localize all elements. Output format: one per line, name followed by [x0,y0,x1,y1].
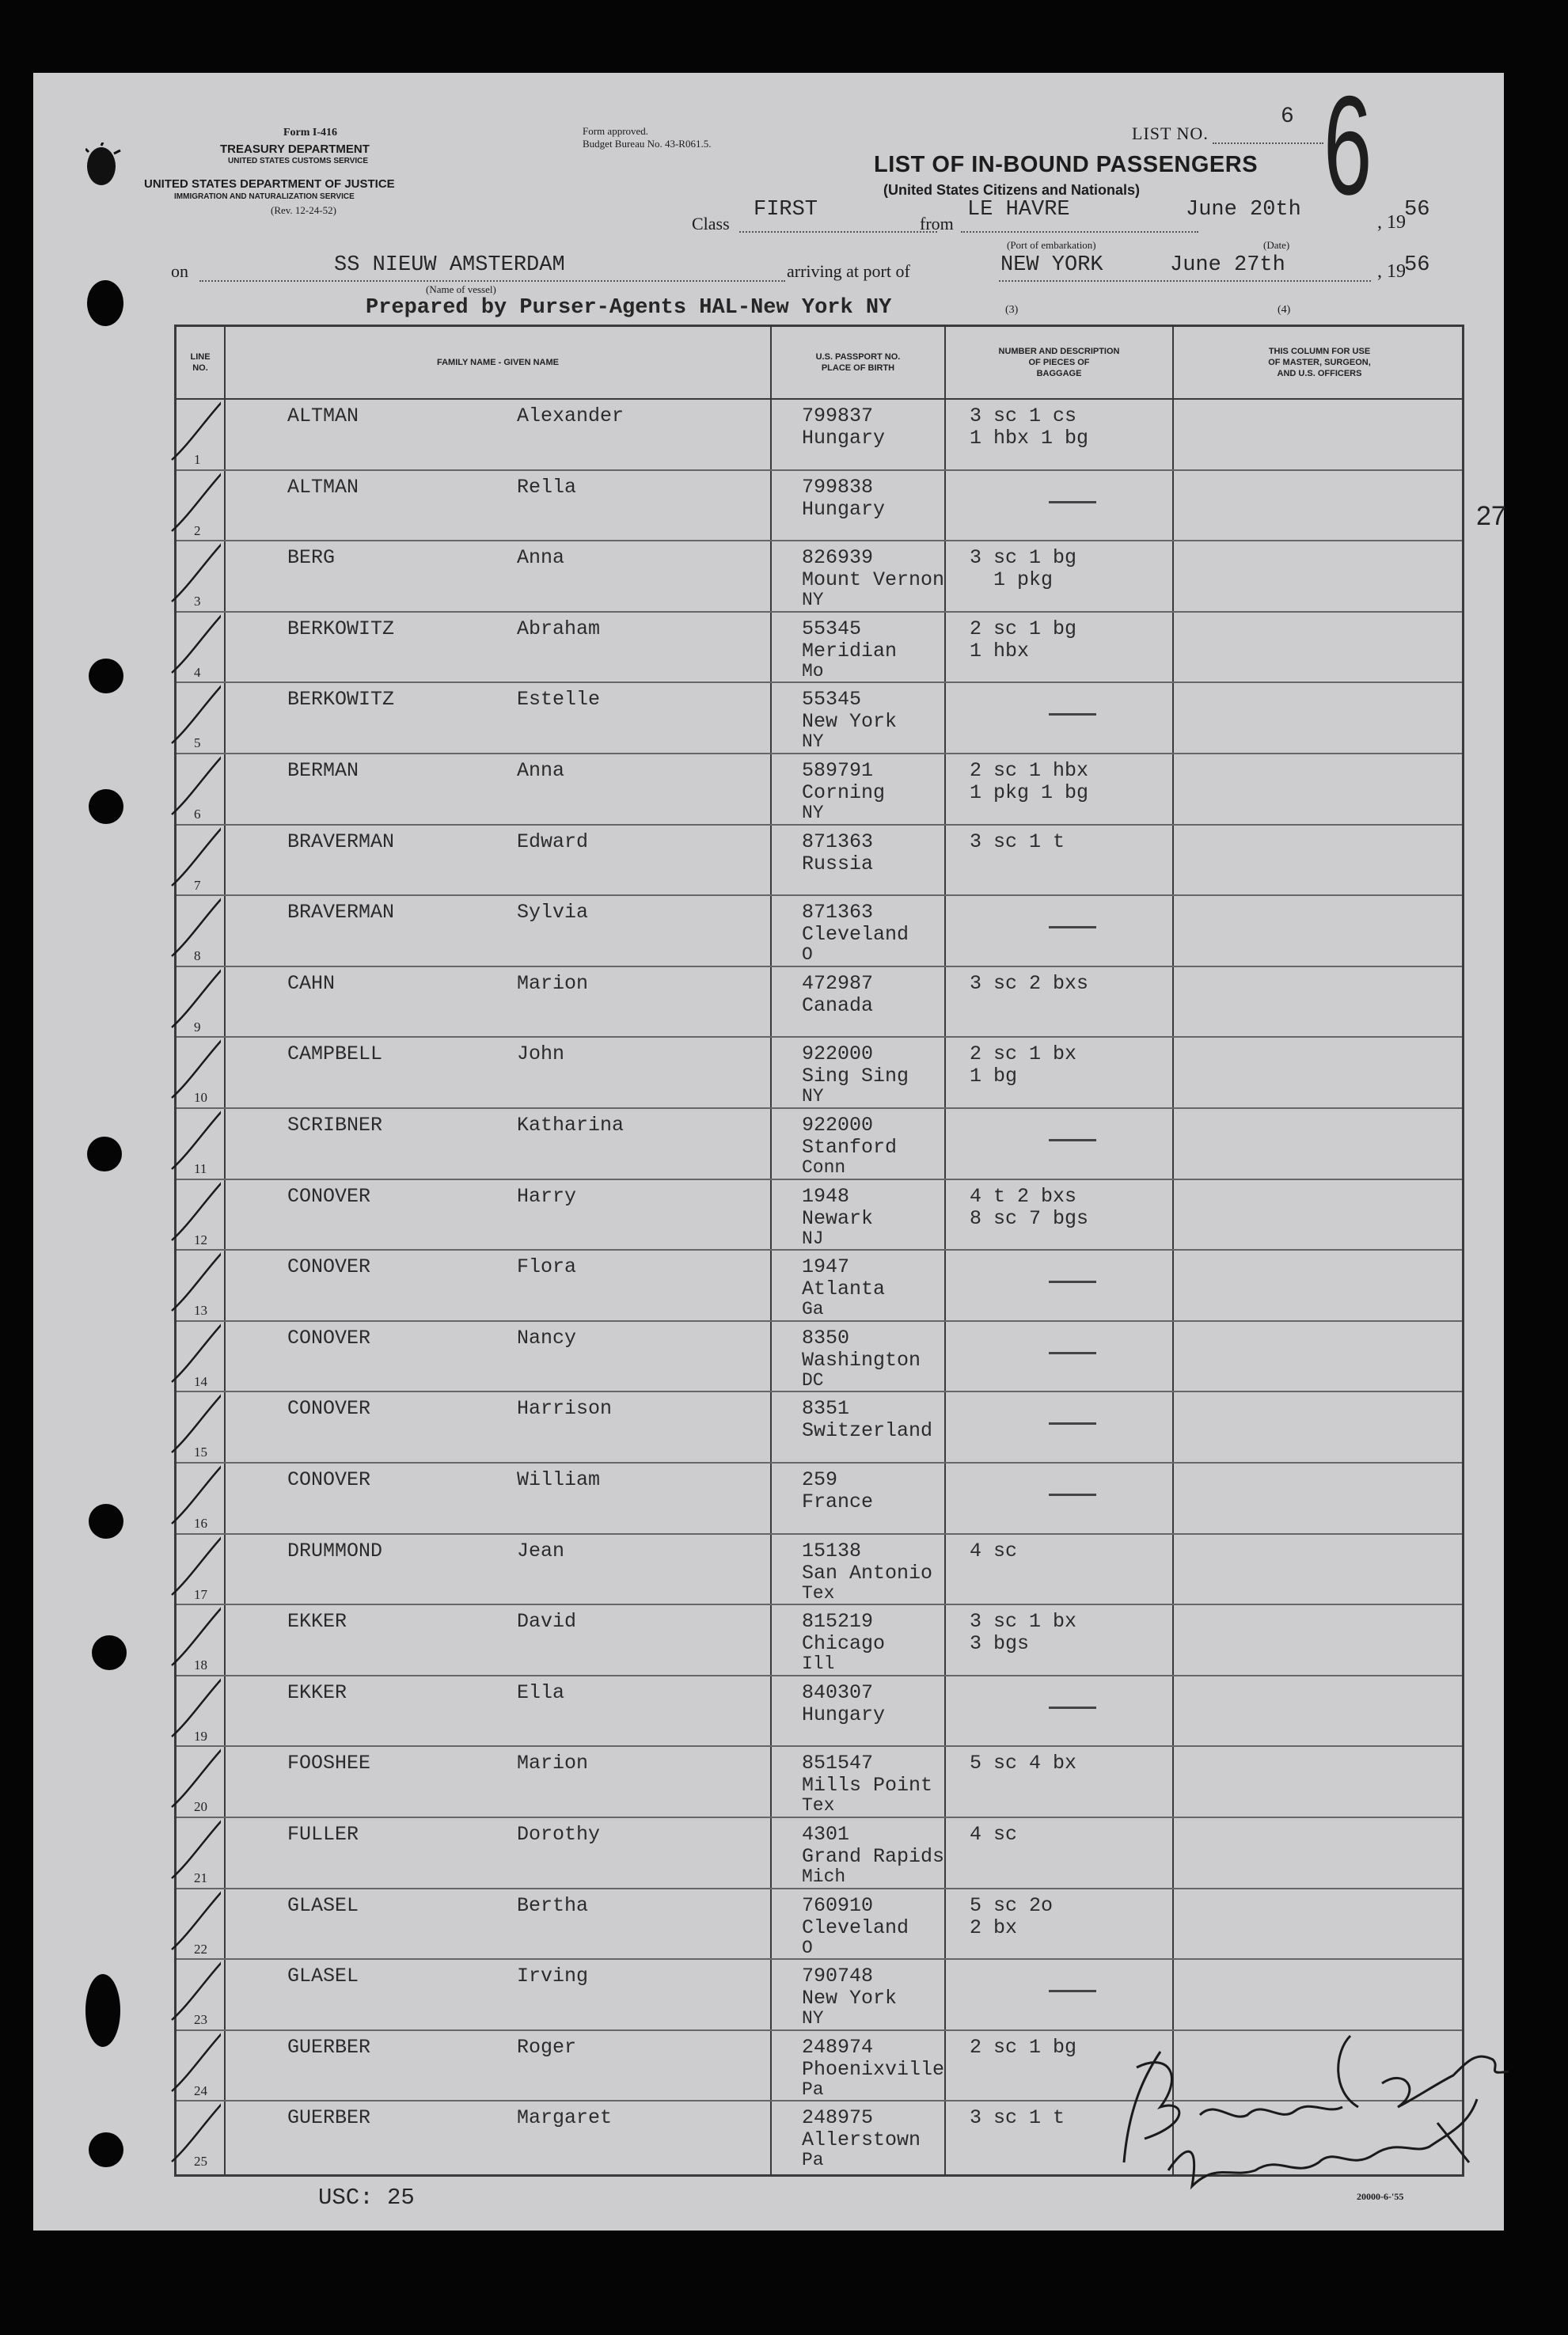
prepared-by: Prepared by Purser-Agents HAL-New York NY [366,296,892,320]
dotted-line [1213,142,1323,144]
birth-place: Washington [802,1348,921,1372]
year-prefix-2: , 19 [1377,261,1406,282]
birth-place: San Antonio [802,1561,933,1585]
baggage: 2 sc 1 bx [970,1042,1077,1066]
check-mark [165,1319,221,1390]
check-mark [165,680,221,751]
class-label: Class [692,214,730,234]
binder-hole [89,2132,123,2167]
given-name: Roger [517,2035,577,2059]
birth-place: Switzerland [802,1419,933,1443]
line-number: 7 [194,877,201,893]
birth-place: Grand Rapids [802,1845,945,1868]
line-number: 20 [194,1799,207,1815]
list-no-handwritten: 6 [1323,66,1372,224]
line-number: 17 [194,1586,207,1602]
birth-place: Meridian [802,639,898,663]
family-name: BRAVERMAN [287,901,395,925]
birth-place: Hungary [802,497,886,521]
baggage-line2: 2 bx [970,1915,1018,1939]
birth-state: Mich [802,1866,846,1887]
table-row [177,1675,1462,1747]
dotted-line [199,280,785,282]
family-name: EKKER [287,1610,347,1634]
no-baggage-dash [1049,926,1096,928]
dotted-line [999,280,1371,282]
table-row [177,1604,1462,1676]
table-row [177,1107,1462,1179]
approval-line2: Budget Bureau No. 43-R061.5. [583,138,712,150]
check-mark [165,822,221,894]
manifest-sheet [33,66,1506,2231]
line-number: 16 [194,1516,207,1531]
family-name: BERKOWITZ [287,688,395,712]
birth-place: Chicago [802,1632,886,1656]
class-value: FIRST [754,198,818,222]
birth-place: Mills Point [802,1774,933,1798]
line-number: 2 [194,522,201,538]
check-mark [165,893,221,964]
date-caption: (Date) [1263,239,1290,251]
line-number: 5 [194,735,201,751]
baggage: 3 sc 2 bxs [970,971,1089,995]
no-baggage-dash [1049,1494,1096,1496]
baggage: 2 sc 1 bg [970,2035,1077,2059]
given-name: Ella [517,1680,565,1704]
passport-number: 55345 [802,688,862,712]
check-mark [165,1035,221,1106]
baggage-line2: 1 hbx [970,639,1030,663]
line-number: 21 [194,1870,207,1885]
binder-hole [87,1137,122,1171]
baggage: 5 sc 2o [970,1893,1054,1917]
check-mark [165,1602,221,1673]
birth-place: Russia [802,852,874,875]
given-name: John [517,1042,565,1066]
birth-state: NJ [802,1228,824,1249]
baggage: 3 sc 1 t [970,2106,1065,2130]
given-name: Marion [517,971,589,995]
binder-hole [89,659,123,693]
check-mark [165,1957,221,2028]
line-number: 15 [194,1445,207,1460]
baggage-line2: 1 pkg [970,568,1054,592]
baggage: 3 sc 1 bx [970,1610,1077,1634]
given-name: Margaret [517,2106,613,2130]
family-name: SCRIBNER [287,1114,383,1137]
given-name: Nancy [517,1326,577,1350]
family-name: CONOVER [287,1184,371,1208]
no-baggage-dash [1049,713,1096,716]
baggage: 3 sc 1 cs [970,404,1077,427]
birth-place: Hungary [802,427,886,450]
given-name: Rella [517,475,577,499]
birth-state: NY [802,590,824,611]
dept-treasury-sub: UNITED STATES CUSTOMS SERVICE [228,157,369,165]
check-mark [165,538,221,609]
check-mark [165,1460,221,1532]
family-name: EKKER [287,1680,347,1704]
passport-number: 922000 [802,1114,874,1137]
passport-number: 1947 [802,1255,850,1279]
baggage-line2: 1 pkg 1 bg [970,781,1089,804]
check-mark [165,468,221,539]
approval-line1: Form approved. [583,125,649,137]
passport-number: 259 [802,1468,838,1491]
birth-state: NY [802,731,824,753]
header-officers: THIS COLUMN FOR USE OF MASTER, SURGEON, AND U.S. OFFICERS [1268,347,1371,378]
passport-number: 840307 [802,1680,874,1704]
line-number: 9 [194,1019,201,1035]
check-mark [165,1673,221,1745]
family-name: BERMAN [287,759,359,782]
passport-number: 4301 [802,1823,850,1846]
table-row [177,966,1462,1038]
passport-number: 871363 [802,830,874,853]
inspector-signature [1097,2004,1540,2242]
given-name: Anna [517,546,565,570]
given-name: Katharina [517,1114,625,1137]
header-line-no: LINE NO. [190,352,211,373]
family-name: FOOSHEE [287,1752,371,1775]
family-name: BRAVERMAN [287,830,395,853]
given-name: Marion [517,1752,589,1775]
family-name: CONOVER [287,1397,371,1421]
baggage: 5 sc 4 bx [970,1752,1077,1775]
check-mark [165,751,221,822]
birth-state: Conn [802,1157,846,1178]
no-baggage-dash [1049,1422,1096,1425]
line-number: 13 [194,1303,207,1319]
birth-place: New York [802,1987,898,2010]
check-mark [165,1247,221,1319]
birth-state: Tex [802,1795,835,1817]
check-mark [165,2098,221,2170]
dept-justice: UNITED STATES DEPARTMENT OF JUSTICE [144,177,395,191]
family-name: GLASEL [287,1893,359,1917]
given-name: Estelle [517,688,601,712]
birth-state: NY [802,2008,824,2029]
check-mark [165,1177,221,1248]
given-name: Bertha [517,1893,589,1917]
birth-state: Mo [802,660,824,682]
no-baggage-dash [1049,1990,1096,1992]
baggage: 2 sc 1 hbx [970,759,1089,782]
departure-date: June 20th [1186,198,1301,222]
form-code: 20000-6-'55 [1357,2191,1404,2202]
margin-count: 27 [1476,501,1506,531]
table-row [177,753,1462,825]
passport-number: 248975 [802,2106,874,2130]
baggage: 3 sc 1 t [970,830,1065,853]
birth-state: Tex [802,1582,835,1604]
birth-place: Atlanta [802,1278,886,1301]
given-name: Anna [517,759,565,782]
birth-state: Pa [802,2150,824,2171]
passport-number: 799837 [802,404,874,427]
birth-place: Stanford [802,1136,898,1159]
header-baggage: NUMBER AND DESCRIPTION OF PIECES OF BAGGAGE [998,347,1120,378]
baggage: 2 sc 1 bg [970,617,1077,640]
passport-number: 760910 [802,1893,874,1917]
line-number: 1 [194,452,201,467]
table-row [177,1391,1462,1463]
given-name: Sylvia [517,901,589,925]
binder-hole [92,1635,127,1670]
no-baggage-dash [1049,1352,1096,1354]
birth-state: Ga [802,1299,824,1320]
check-mark [165,609,221,681]
check-mark [165,1815,221,1886]
check-mark [165,1106,221,1177]
family-name: CONOVER [287,1255,371,1279]
birth-state: DC [802,1369,824,1391]
baggage: 4 sc [970,1539,1018,1562]
no-baggage-dash [1049,1139,1096,1141]
check-mark [165,1744,221,1815]
dept-treasury: TREASURY DEPARTMENT [220,142,370,156]
baggage: 4 sc [970,1823,1018,1846]
given-name: Flora [517,1255,577,1279]
line-number: 14 [194,1373,207,1389]
family-name: BERG [287,546,336,570]
line-number: 3 [194,594,201,609]
birth-place: Cleveland [802,923,909,947]
no-baggage-dash [1049,1707,1096,1709]
port-embarkation: LE HAVRE [967,198,1070,222]
line-number: 11 [194,1161,207,1176]
line-number: 22 [194,1941,207,1957]
family-name: FULLER [287,1823,359,1846]
passport-number: 815219 [802,1610,874,1634]
dotted-line [739,231,937,233]
birth-place: Phoenixville [802,2057,945,2081]
birth-place: France [802,1490,874,1513]
port-caption: (Port of embarkation) [1007,239,1096,251]
birth-place: Mount Vernon [802,568,945,592]
form-title: LIST OF IN-BOUND PASSENGERS [874,152,1259,177]
table-row [177,1888,1462,1960]
table-row [177,1745,1462,1817]
given-name: Harry [517,1184,577,1208]
binder-hole [87,280,123,326]
birth-state: Pa [802,2079,824,2100]
no-baggage-dash [1049,501,1096,503]
family-name: CAMPBELL [287,1042,383,1066]
no-baggage-dash [1049,1281,1096,1283]
table-row [177,1320,1462,1392]
table-row [177,540,1462,612]
given-name: Jean [517,1539,565,1562]
year-prefix-1: , 19 [1377,212,1406,233]
seal-icon [85,142,122,190]
family-name: GUERBER [287,2106,371,2130]
passport-number: 248974 [802,2035,874,2059]
family-name: CONOVER [287,1326,371,1350]
line-number: 6 [194,807,201,822]
form-revision: (Rev. 12-24-52) [271,204,336,216]
footer-usc: USC: 25 [318,2185,415,2211]
baggage-line2: 1 bg [970,1065,1018,1088]
passport-number: 8351 [802,1397,850,1421]
passport-number: 799838 [802,475,874,499]
binder-hole [89,1504,123,1539]
table-row [177,469,1462,541]
table-row [177,1179,1462,1251]
arrival-date: June 27th [1170,253,1285,277]
table-row [177,1036,1462,1108]
arriving-label: arriving at port of [787,261,910,281]
birth-place: Cleveland [802,1915,909,1939]
line-number: 18 [194,1657,207,1673]
birth-place: Sing Sing [802,1065,909,1088]
birth-place: Hungary [802,1703,886,1726]
birth-place: Corning [802,781,886,804]
on-label: on [171,261,188,281]
family-name: GUERBER [287,2035,371,2059]
passport-number: 55345 [802,617,862,640]
passport-number: 8350 [802,1326,850,1350]
line-number: 19 [194,1728,207,1744]
birth-state: O [802,944,813,966]
family-name: ALTMAN [287,404,359,427]
line-number: 24 [194,2083,207,2098]
passport-number: 1948 [802,1184,850,1208]
form-number: Form I-416 [283,127,338,139]
table-row [177,824,1462,896]
given-name: Dorothy [517,1823,601,1846]
family-name: ALTMAN [287,475,359,499]
check-mark [165,964,221,1035]
given-name: Abraham [517,617,601,640]
family-name: GLASEL [287,1965,359,1988]
binder-hole [89,789,123,824]
family-name: DRUMMOND [287,1539,383,1562]
dept-justice-sub: IMMIGRATION AND NATURALIZATION SERVICE [174,192,355,201]
line-number: 23 [194,2012,207,2028]
passport-number: 790748 [802,1965,874,1988]
check-mark [165,1886,221,1957]
vessel-name: SS NIEUW AMSTERDAM [334,253,565,277]
baggage-line2: 8 sc 7 bgs [970,1206,1089,1230]
line-number: 10 [194,1090,207,1106]
table-row [177,611,1462,683]
family-name: BERKOWITZ [287,617,395,640]
passport-number: 871363 [802,901,874,925]
birth-state: NY [802,1086,824,1107]
form-subtitle: (United States Citizens and Nationals) [883,182,1141,198]
departure-year: 56 [1404,198,1430,222]
table-row [177,1462,1462,1534]
birth-place: Canada [802,993,874,1017]
header-passport: U.S. PASSPORT NO. PLACE OF BIRTH [815,352,901,373]
family-name: CONOVER [287,1468,371,1491]
passport-number: 15138 [802,1539,862,1562]
baggage-line2: 1 hbx 1 bg [970,427,1089,450]
passport-number: 589791 [802,759,874,782]
dotted-line [961,231,1198,233]
line-number: 8 [194,948,201,964]
line-number: 4 [194,664,201,680]
given-name: Harrison [517,1397,613,1421]
passport-number: 472987 [802,971,874,995]
table-row [177,1533,1462,1605]
table-row [177,682,1462,754]
given-name: Irving [517,1965,589,1988]
baggage: 4 t 2 bxs [970,1184,1077,1208]
baggage-line2: 3 bgs [970,1632,1030,1656]
given-name: David [517,1610,577,1634]
check-mark [165,1389,221,1460]
given-name: Alexander [517,404,625,427]
given-name: Edward [517,830,589,853]
list-no-typed: 6 [1281,104,1294,129]
note-4: (4) [1278,304,1291,316]
line-number: 12 [194,1232,207,1247]
passenger-table [174,325,1506,2177]
line-number: 25 [194,2154,207,2170]
note-3: (3) [1005,304,1019,316]
table-row [177,1817,1462,1889]
baggage: 3 sc 1 bg [970,546,1077,570]
vessel-caption: (Name of vessel) [426,283,496,295]
table-row [177,398,1462,470]
binder-hole [85,1974,120,2047]
from-label: from [920,214,954,234]
arrival-year: 56 [1404,253,1430,277]
passport-number: 851547 [802,1752,874,1775]
passport-number: 826939 [802,546,874,570]
birth-state: Ill [802,1653,835,1675]
birth-place: Allerstown [802,2128,921,2152]
birth-state: O [802,1937,813,1958]
birth-place: Newark [802,1206,874,1230]
birth-place: New York [802,710,898,734]
family-name: CAHN [287,971,336,995]
table-row [177,894,1462,966]
list-no-label: LIST NO. [1132,123,1209,143]
header-name: FAMILY NAME - GIVEN NAME [436,358,560,367]
arrival-port: NEW YORK [1000,253,1103,277]
birth-state: NY [802,803,824,823]
passport-number: 922000 [802,1042,874,1066]
check-mark [165,2028,221,2099]
table-row [177,1249,1462,1321]
check-mark [165,1532,221,1603]
check-mark [165,397,221,468]
given-name: William [517,1468,601,1491]
